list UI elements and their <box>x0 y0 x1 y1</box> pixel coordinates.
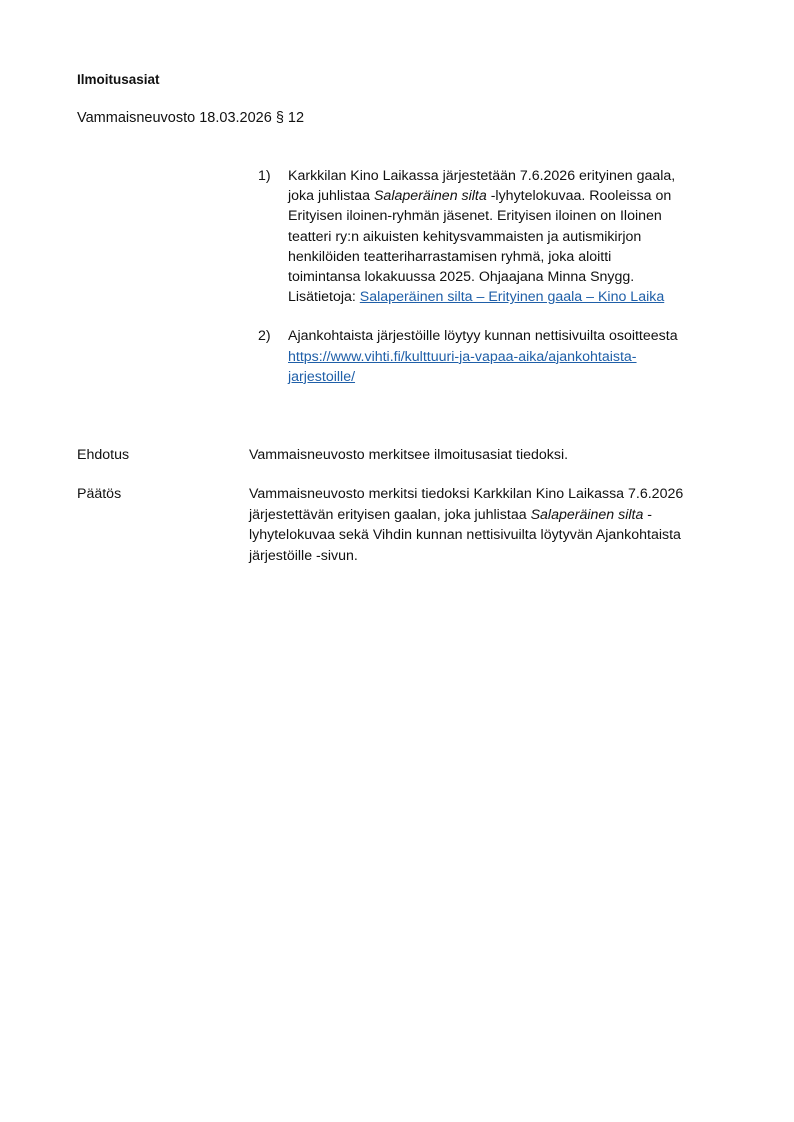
film-title: Salaperäinen silta <box>373 188 487 205</box>
kino-laika-link[interactable]: Salaperäinen silta – Erityinen gaala – Kino Laika <box>359 289 665 306</box>
item-text-part: Karkkilan Kino Laikassa järjestetään 7.6.2026 erityinen gaala, joka juhlistaa <box>288 168 676 205</box>
list-item-text <box>288 328 678 384</box>
item-text-part: Ajankohtaista järjestöille löytyy kunnan nettisivuilta osoitteesta <box>288 328 678 345</box>
item-text-part: -lyhytelokuvaa. Rooleissa on Erityisen iloinen-ryhmän jäsenet. Erityisen iloinen on Iloinen teatteri ry:n aikuisten kehitysvammaisten ja autismikirjon henkilöiden teatteriharrastamisen ryhmä, joka aloitti toimintansa lokakuussa 2025. Ohjaajana Minna Snygg. Lisätietoja: <box>288 188 672 306</box>
proposal-label: Ehdotus <box>77 447 130 463</box>
section-heading: Ilmoitusasiat <box>77 72 160 87</box>
list-item-text <box>288 168 675 305</box>
decision-text-part: -lyhytelokuvaa sekä Vihdin kunnan nettisivuilta löytyvän Ajankohtaista järjestöille -sivun. <box>249 506 681 564</box>
proposal-text: Vammaisneuvosto merkitsee ilmoitusasiat tiedoksi. <box>249 447 569 463</box>
announcement-list <box>258 166 678 387</box>
vihti-link[interactable]: https://www.vihti.fi/kulttuuri-ja-vapaa-aika/ajankohtaista-jarjestoille/ <box>288 348 637 385</box>
list-number: 1) <box>258 168 271 184</box>
decision-text <box>249 484 709 566</box>
meeting-reference: Vammaisneuvosto 18.03.2026 § 12 <box>77 110 305 126</box>
list-item <box>258 326 678 387</box>
decision-text-part: Vammaisneuvosto merkitsi tiedoksi Karkkilan Kino Laikassa 7.6.2026 järjestettävän erityisen gaalan, joka juhlistaa <box>249 486 684 523</box>
film-title: Salaperäinen silta <box>530 506 644 523</box>
list-number: 2) <box>258 328 271 345</box>
decision-label: Päätös <box>77 486 122 502</box>
list-item <box>258 166 678 307</box>
